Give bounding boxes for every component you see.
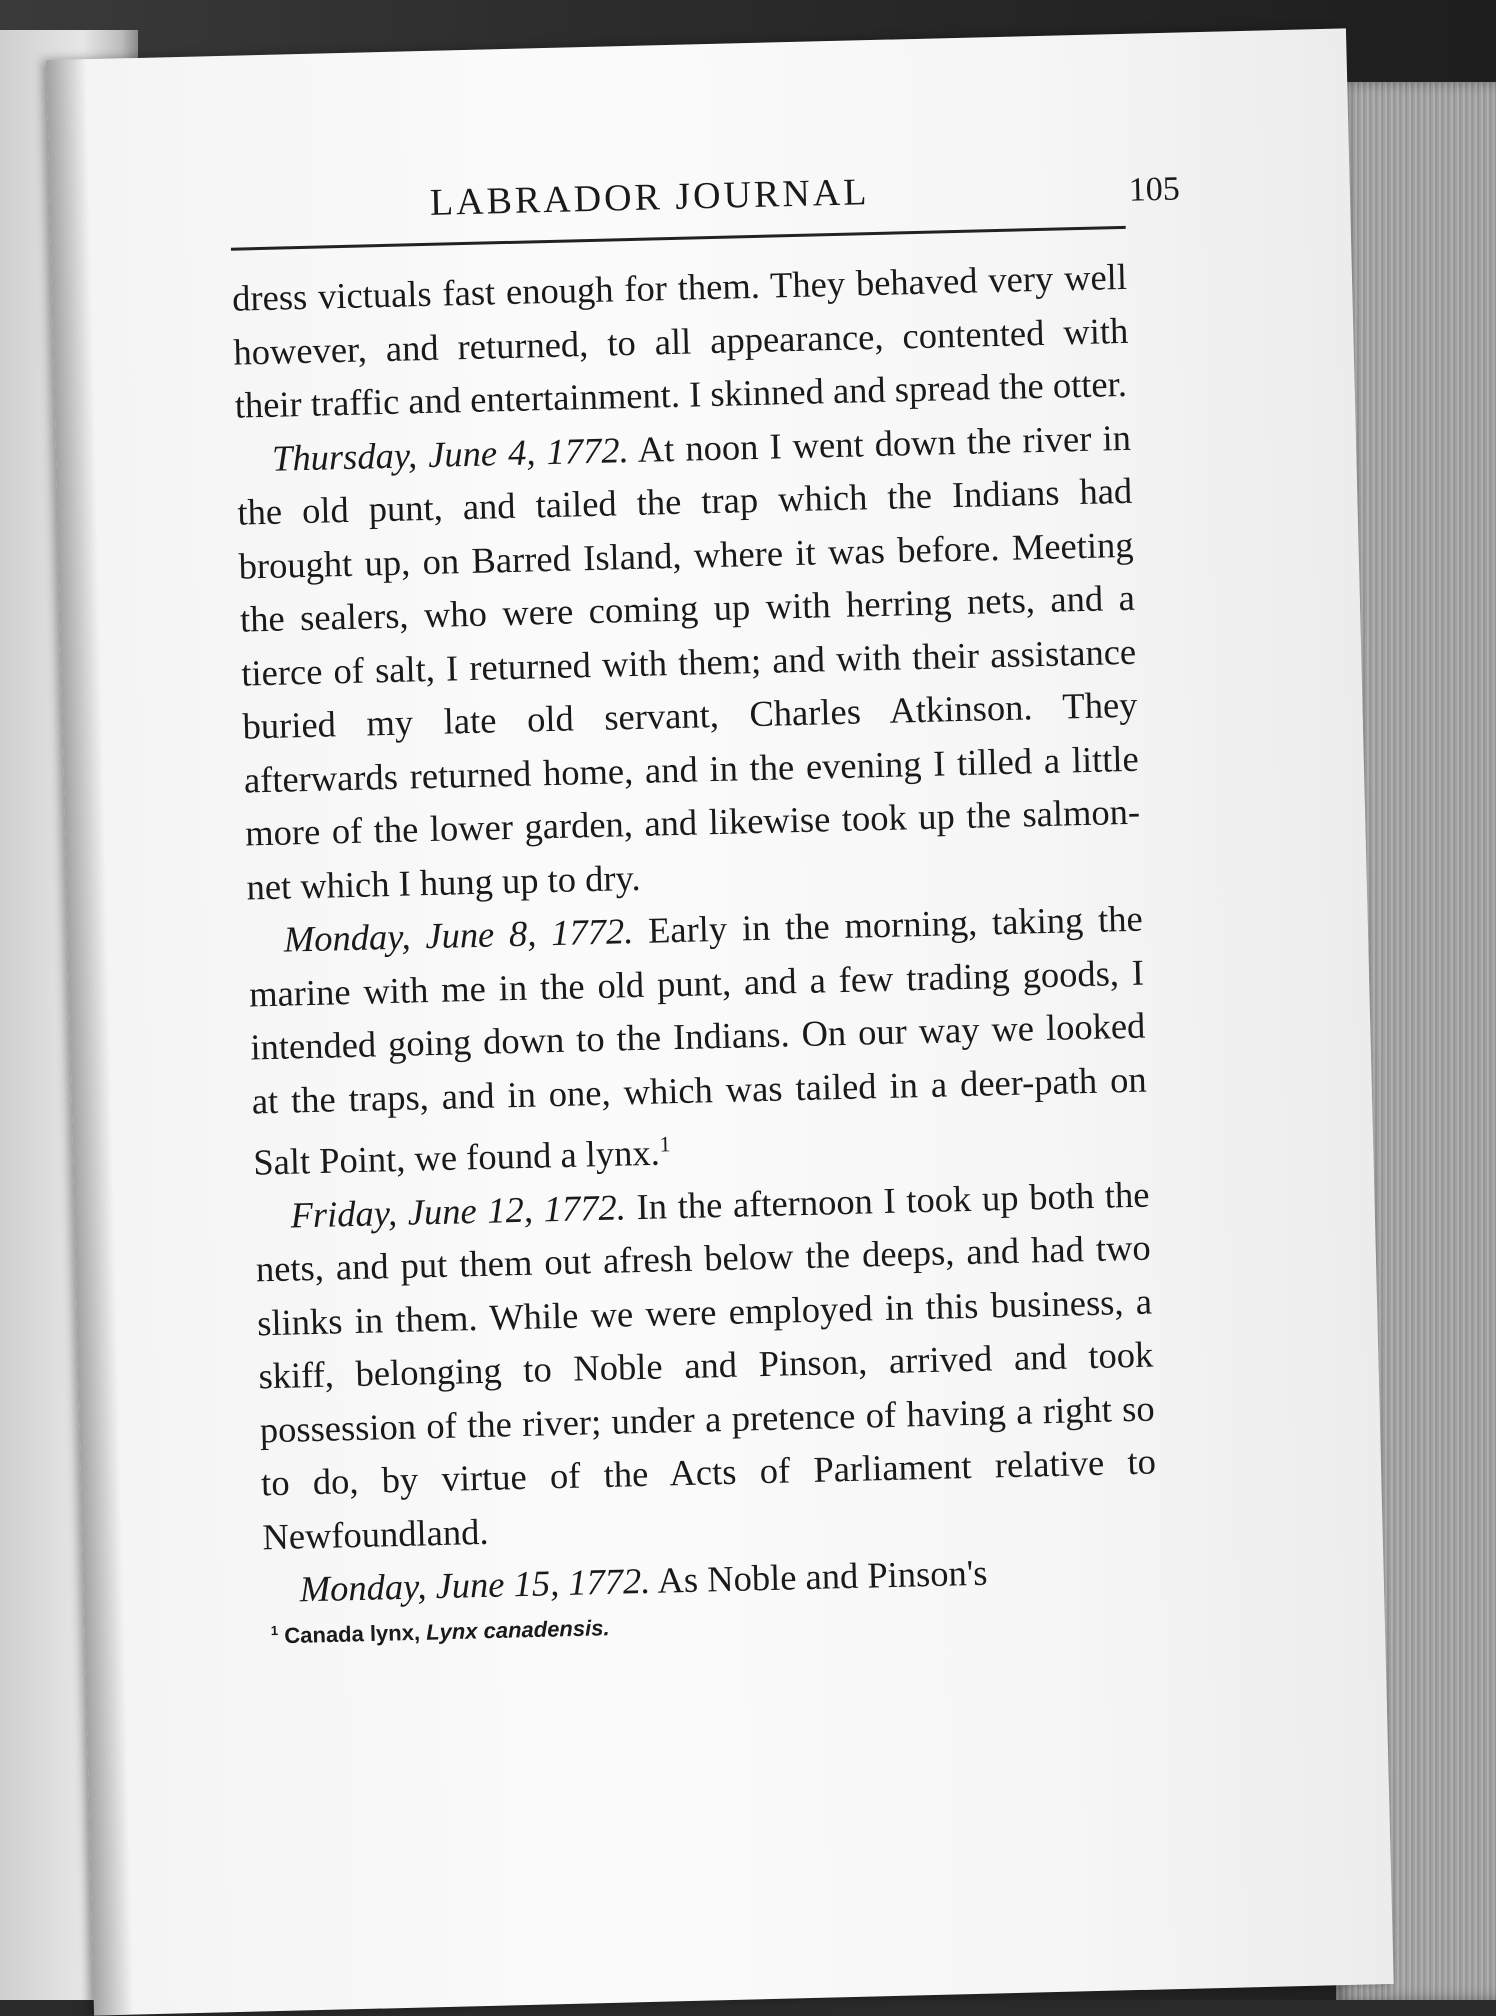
entry-date: Monday, June 8, 1772. [283, 910, 634, 960]
entry-date: Monday, June 15, 1772. [299, 1560, 651, 1610]
running-title: LABRADOR JOURNAL [429, 171, 870, 224]
continued-paragraph: dress victuals fast enough for them. They behaved very well however, and returned, to all appearance, contented with their traffic and entertainment. I skinned and spread the otter. [231, 255, 1129, 426]
footnote-reference: 1 [659, 1131, 671, 1157]
footnote-text: Canada lynx, [284, 1619, 421, 1648]
book-page [46, 28, 1393, 2015]
entry-date: Friday, June 12, 1772. [290, 1186, 627, 1236]
entry-text: As Noble and Pinson's [656, 1551, 988, 1601]
entry-text: At noon I went down the river in the old punt, and tailed the trap which the Indians had brought up, on Barred Island, where it was before. Meeting the sealers, who were coming up with herring nets, and a tierce of salt, I returned with them; and with their assistance buried my late old servant, Charles Atkinson. They afterwards returned home, and in the evening I tilled a little more of the lower garden, and likewise took up the salmon-net which I hung up to dry. [236, 416, 1141, 908]
journal-entry-june-12 [254, 1167, 1158, 1563]
journal-body [232, 250, 1160, 1617]
page-number: 105 [1128, 170, 1181, 209]
entry-text: In the afternoon I took up both the nets, and put them out afresh below the deeps, and had two slinks in them. While we were employed in this business, a skiff, belonging to Noble and Pinson, arrived and took possession of the river; under a pretence of having a right so to do, by virtue of the Acts of Parliament relative to Newfoundland. [255, 1173, 1157, 1557]
running-head [229, 162, 1210, 250]
header-rule [231, 226, 1126, 251]
journal-entry-june-8 [247, 892, 1148, 1189]
page-text-block [229, 162, 1244, 1649]
entry-text: Early in the morning, taking the marine with me in the old punt, and a few trading goods, I intended going down to the Indians. On our way we looked at the traps, and in one, which was tailed in a deer-path on Salt Point, we found a lynx. [248, 897, 1148, 1183]
footnote-species: Lynx canadensis. [425, 1614, 610, 1645]
footnote-marker: 1 [270, 1622, 279, 1638]
journal-entry-june-4 [235, 410, 1141, 913]
entry-date: Thursday, June 4, 1772. [271, 428, 630, 479]
